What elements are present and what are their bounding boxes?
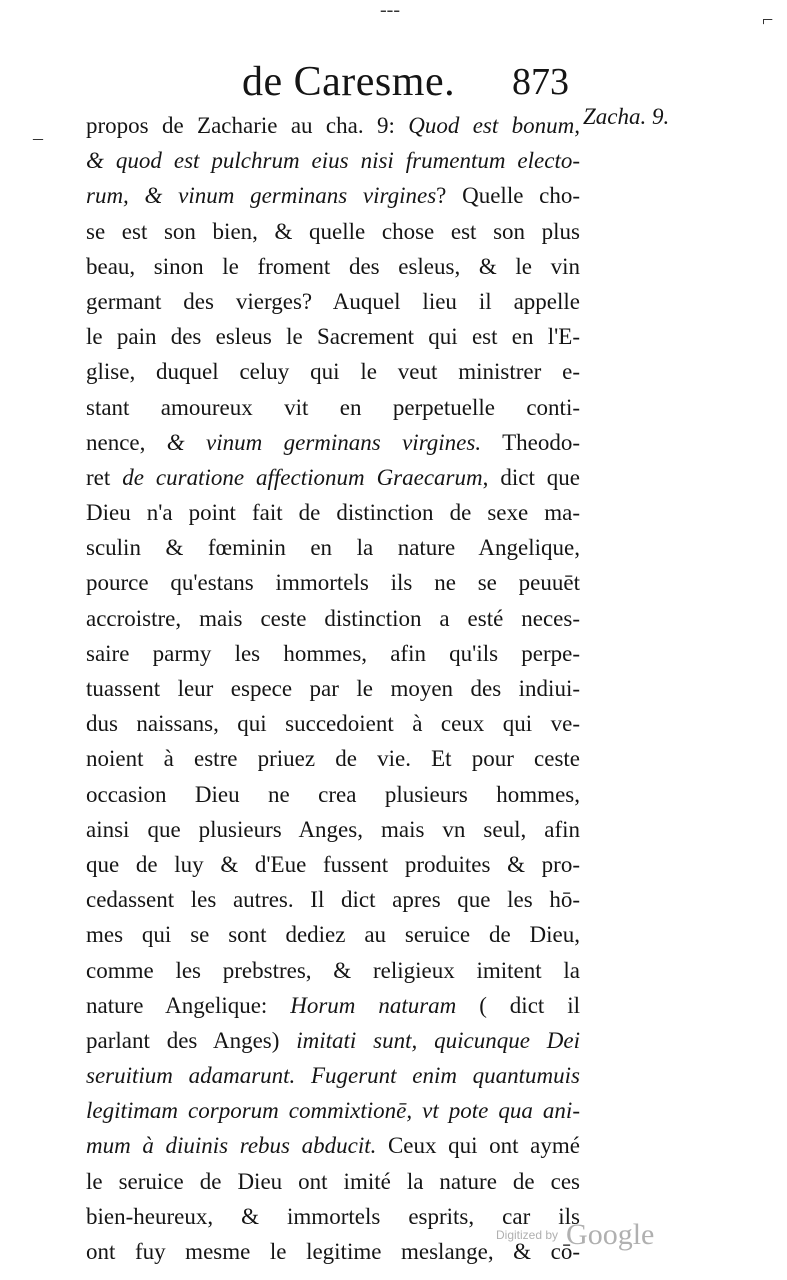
text-segment: tuassent leur espece par le moyen des indiui- xyxy=(86,676,580,701)
text-line xyxy=(86,1093,580,1128)
text-line xyxy=(86,953,580,988)
text-segment: germant des vierges? Auquel lieu il appelle xyxy=(86,288,580,314)
text-segment: le seruice de Dieu ont imité la nature de ces xyxy=(86,1168,580,1194)
corner-mark: ⌐ xyxy=(762,9,774,31)
page-number: 873 xyxy=(512,61,569,103)
text-segment: mes qui se sont dediez au seruice de Dieu, xyxy=(86,922,580,948)
text-segment: bien-heureux, & immortels esprits, car ils xyxy=(86,1203,580,1229)
text-segment: le pain des esleus le Sacrement qui est en l'E- xyxy=(86,324,580,350)
margin-note: Zacha. 9. xyxy=(583,104,670,129)
google-wordmark: Google xyxy=(566,1218,655,1251)
text-line xyxy=(86,882,580,917)
latin-italic-segment: de curatione affectionum Graecarum xyxy=(122,464,483,490)
text-segment: ainsi que plusieurs Anges, mais vn seul, afin xyxy=(86,816,580,842)
text-line xyxy=(86,741,580,776)
text-segment: beau, sinon le froment des esleus, & le vin xyxy=(86,253,580,279)
latin-italic-segment: mum à diuinis rebus abducit. xyxy=(86,1133,377,1159)
text-segment: dus naissans, qui succedoient à ceux qui ve- xyxy=(86,711,580,737)
text-line xyxy=(86,777,580,812)
text-line xyxy=(86,530,580,565)
digitized-by-label: Digitized by xyxy=(496,1228,559,1242)
text-segment: stant amoureux vit en perpetuelle conti- xyxy=(86,394,580,420)
text-line xyxy=(86,1164,580,1199)
text-line xyxy=(86,565,580,600)
text-segment: Theodo- xyxy=(481,429,580,455)
latin-italic-segment: imitati sunt, quicunque Dei xyxy=(296,1027,580,1053)
text-segment: que de luy & d'Eue fussent produites & pro- xyxy=(86,851,580,877)
text-line xyxy=(86,108,580,143)
text-segment: Ceux qui ont aymé xyxy=(376,1133,580,1159)
text-line xyxy=(86,636,580,671)
text-line xyxy=(86,460,580,495)
text-segment: cedassent les autres. Il dict apres que les hō- xyxy=(86,887,580,913)
text-segment: ( dict il xyxy=(456,992,580,1018)
margin-dash-mark: – xyxy=(33,127,43,149)
latin-italic-segment: Horum naturam xyxy=(290,992,457,1018)
text-line xyxy=(86,495,580,530)
text-segment: pource qu'estans immortels ils ne se peuuēt xyxy=(86,570,580,596)
text-line xyxy=(86,988,580,1023)
text-segment: Dieu n'a point fait de distinction de sexe ma- xyxy=(86,500,580,526)
text-line xyxy=(86,249,580,284)
text-line xyxy=(86,425,580,460)
text-segment: , dict que xyxy=(482,464,580,490)
top-edge-mark: ‐‐‐ xyxy=(380,0,400,21)
text-line xyxy=(86,284,580,319)
text-line xyxy=(86,812,580,847)
text-line xyxy=(86,178,580,213)
text-segment: saire parmy les hommes, afin qu'ils perpe- xyxy=(86,640,580,666)
latin-italic-segment: & quod est pulchrum eius nisi frumentum electo- xyxy=(86,148,580,174)
text-line xyxy=(86,143,580,178)
text-line xyxy=(86,390,580,425)
text-segment: nature Angelique: xyxy=(86,992,291,1018)
latin-italic-segment: rum, & vinum germinans virgines xyxy=(86,183,437,209)
body-text xyxy=(86,108,580,1269)
text-line xyxy=(86,354,580,389)
latin-italic-segment: & vinum germinans virgines. xyxy=(166,429,482,455)
text-segment: occasion Dieu ne crea plusieurs hommes, xyxy=(86,781,580,807)
text-segment: glise, duquel celuy qui le veut ministrer e- xyxy=(86,359,580,385)
text-segment: propos de Zacharie au cha. 9: xyxy=(86,113,409,138)
text-segment: ret xyxy=(86,464,123,490)
text-line xyxy=(86,1023,580,1058)
text-segment: nence, xyxy=(86,429,167,455)
text-line xyxy=(86,671,580,706)
text-line xyxy=(86,706,580,741)
text-line xyxy=(86,319,580,354)
text-line xyxy=(86,214,580,249)
running-header-title: de Caresme. xyxy=(242,59,456,105)
text-segment: sculin & fœminin en la nature Angelique, xyxy=(86,535,580,561)
text-segment: noient à estre priuez de vie. Et pour ceste xyxy=(86,746,580,772)
latin-italic-segment: Quod est bonum, xyxy=(408,113,580,138)
text-line xyxy=(86,847,580,882)
text-line xyxy=(86,1058,580,1093)
text-segment: ? Quelle cho- xyxy=(436,183,580,209)
latin-italic-segment: legitimam corporum commixtionē, vt pote qua ani- xyxy=(86,1098,580,1124)
text-segment: se est son bien, & quelle chose est son plus xyxy=(86,218,580,244)
digitized-by-google-watermark xyxy=(496,1218,654,1252)
text-segment: accroistre, mais ceste distinction a esté neces- xyxy=(86,605,580,631)
latin-italic-segment: seruitium adamarunt. Fugerunt enim quantumuis xyxy=(86,1063,580,1089)
text-line xyxy=(86,917,580,952)
text-line xyxy=(86,601,580,636)
text-segment: comme les prebstres, & religieux imitent la xyxy=(86,957,580,983)
text-segment: parlant des Anges) xyxy=(86,1027,297,1053)
text-segment: ont fuy mesme le legitime meslange, & cō- xyxy=(86,1239,580,1264)
text-line xyxy=(86,1128,580,1163)
